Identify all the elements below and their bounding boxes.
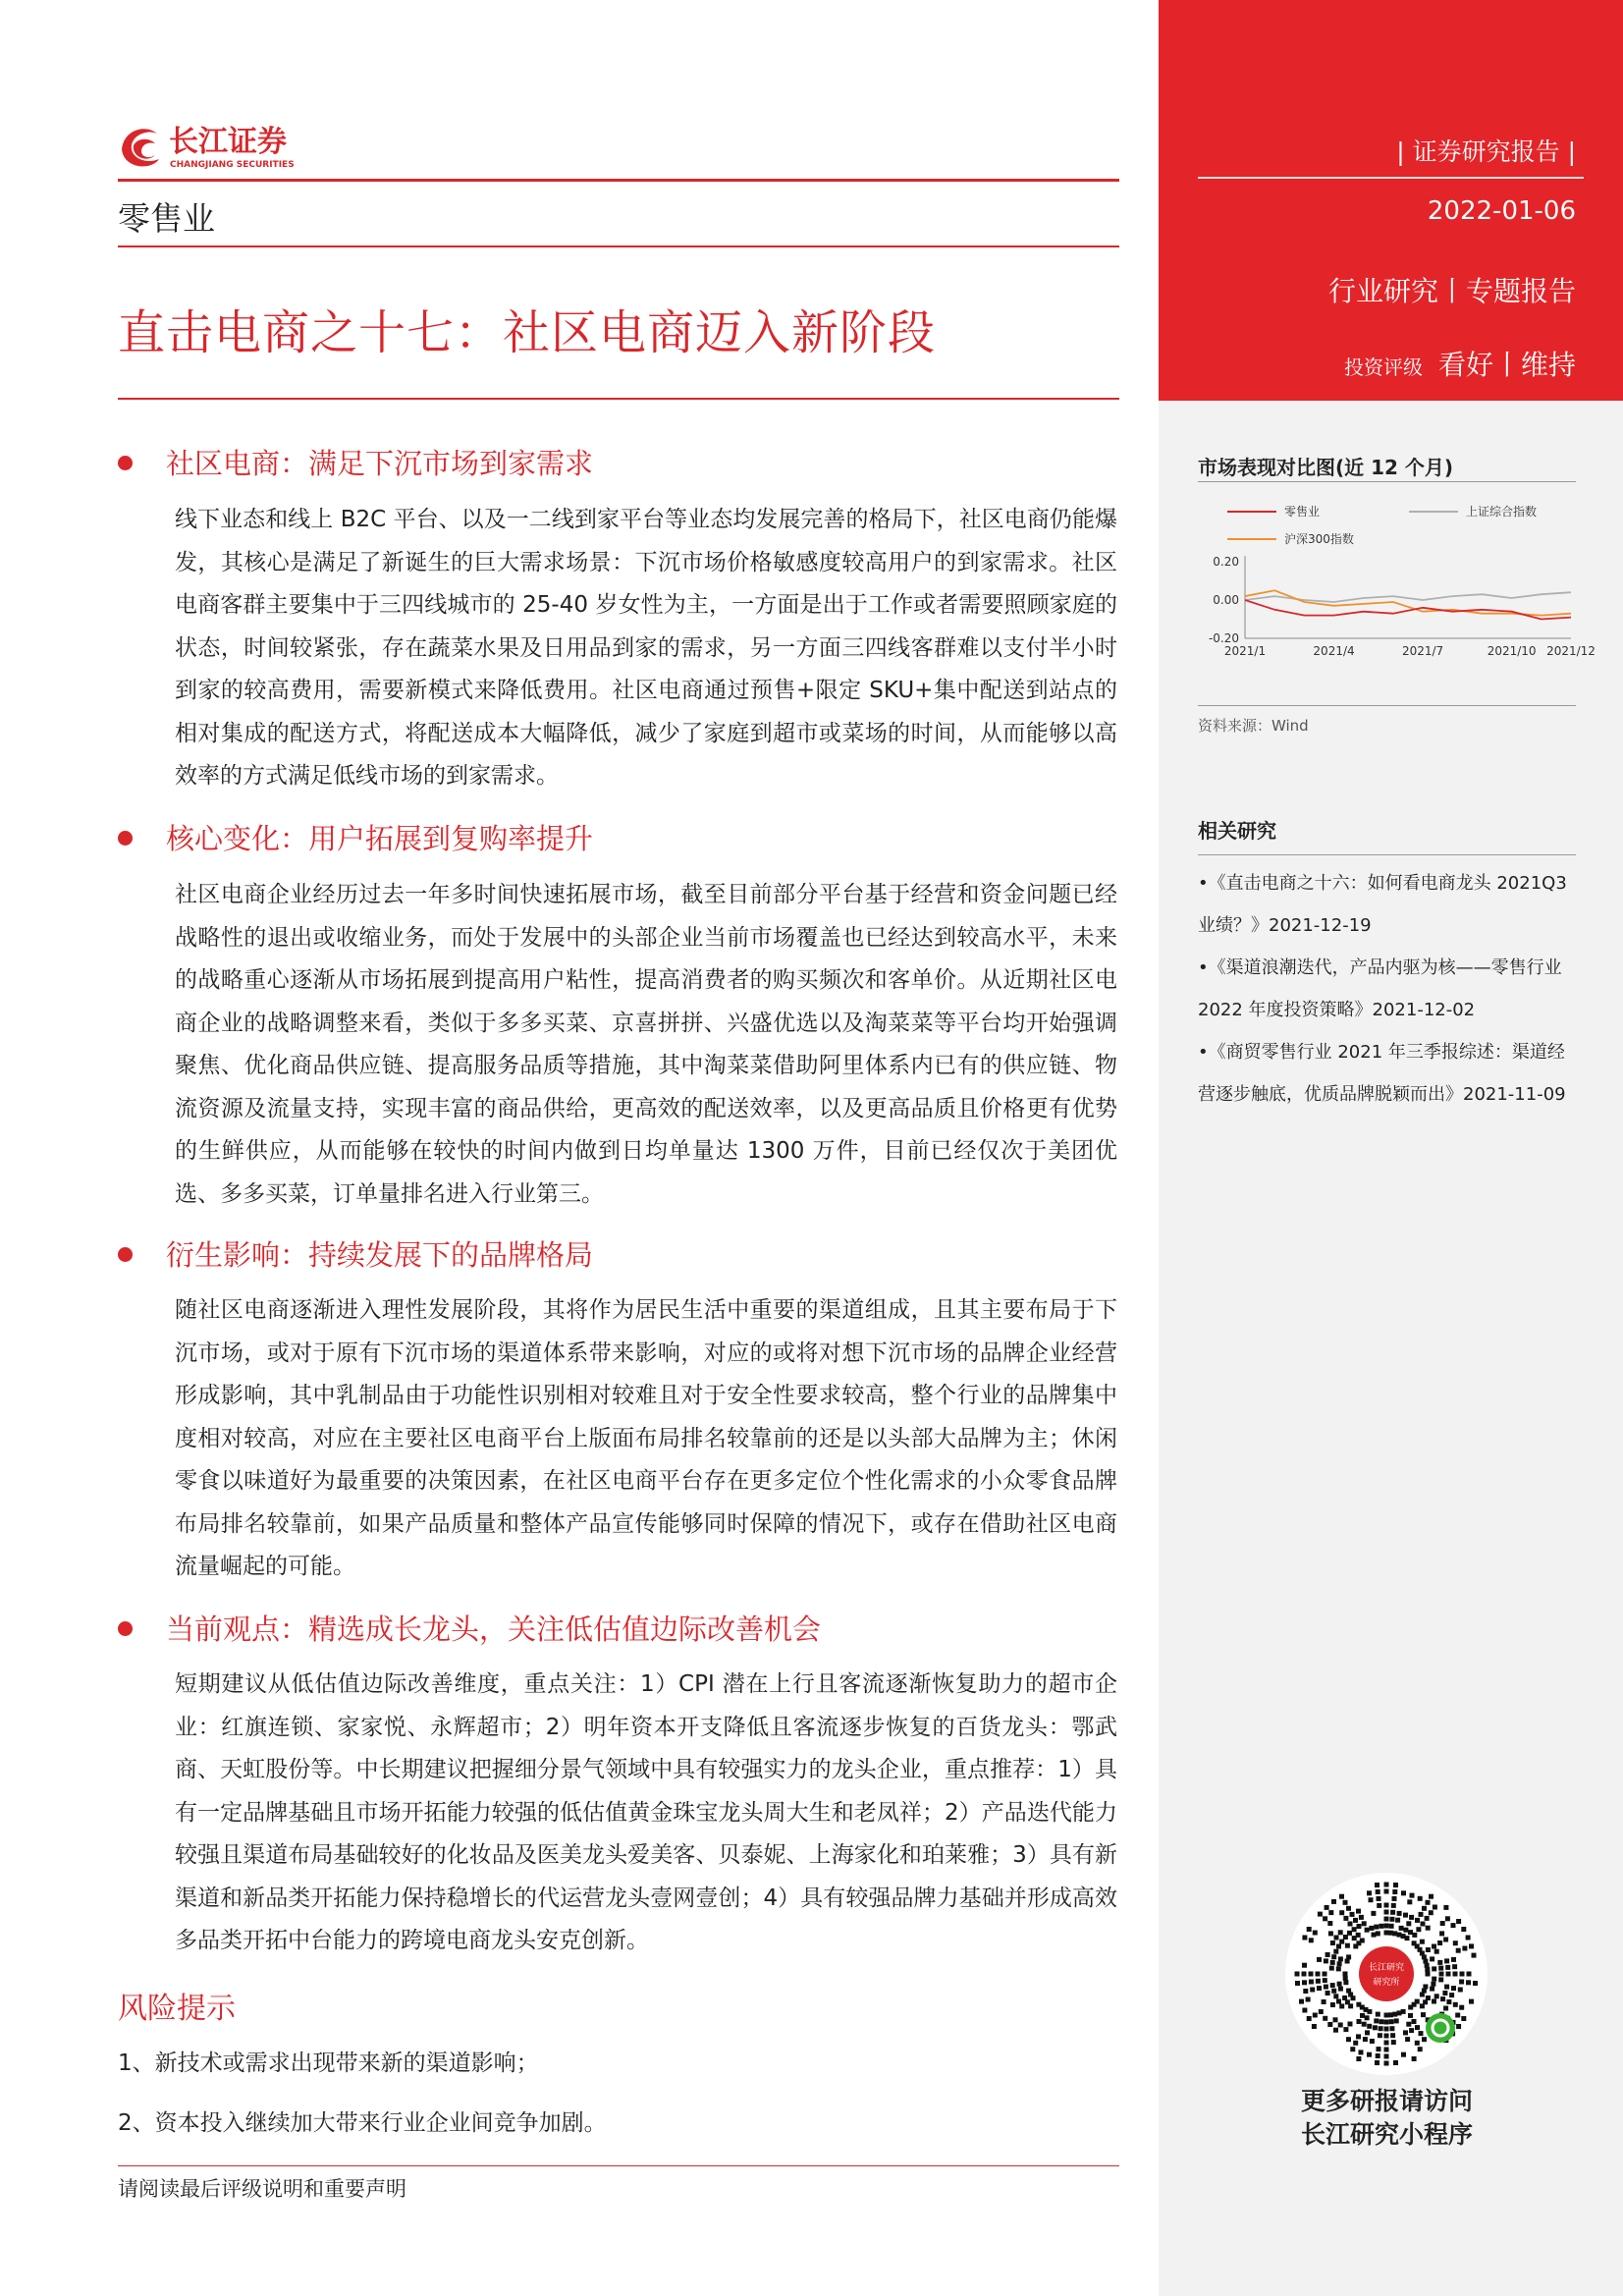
section-body-1: 线下业态和线上 B2C 平台、以及一二线到家平台等业态均发展完善的格局下，社区电商仍能爆发，其核心是满足了新诞生的巨大需求场景：下沉市场价格敏感度较高用户的到家需求。社区电商客群主要集中于三四线城市的 25-40 岁女性为主，一方面是出于工作或者需要照顾家庭的状态，时间较紧张，存在蔬菜水果及日用品到家的需求，另一方面三四线客群难以支付半小时到家的较高费用，需要新模式来降低费用。社区电商通过预售+限定 SKU+集中配送到站点的相对集成的配送方式，将配送成本大幅降低，减少了家庭到超市或菜场的时间，从而能够以高效率的方式满足低线市场的到家需求。 (175, 507, 1117, 789)
wechat-badge-icon (1426, 2013, 1455, 2043)
brand-name-en: CHANGJIANG SECURITIES (170, 160, 295, 170)
related-item[interactable]: •《渠道浪潮迭代，产品内驱为核——零售行业2022 年度投资策略》2021-12-02 (1198, 957, 1562, 1020)
series-line (1245, 600, 1571, 620)
sector-label: 零售业 (118, 199, 215, 238)
x-tick-label: 2021/7 (1401, 644, 1444, 658)
qr-caption-line1: 更多研报请访问 (1301, 2087, 1474, 2115)
related-heading-rule (1198, 854, 1576, 855)
y-tick-label: 0.00 (1213, 593, 1239, 607)
x-tick-label: 2021/10 (1487, 644, 1537, 658)
header-rule-mid (118, 246, 1119, 247)
page-title: 直击电商之十七：社区电商迈入新阶段 (118, 305, 937, 360)
brand-logo (116, 116, 342, 175)
qr-center-label-bottom: 研究所 (1373, 1978, 1400, 1988)
y-tick-label: -0.20 (1208, 631, 1239, 645)
qr-caption-line2: 长江研究小程序 (1301, 2120, 1474, 2149)
risk-item: 1、新技术或需求出现带来新的渠道影响； (118, 2050, 539, 2076)
report-date: 2022-01-06 (1427, 196, 1576, 226)
bullet-dot-icon (118, 1621, 133, 1636)
brand-name-cn: 长江证券 (169, 125, 287, 159)
legend-label: 上证综合指数 (1466, 505, 1538, 519)
logo-mark-icon (122, 129, 159, 166)
section-heading-4: 当前观点：精选成长龙头，关注低估值边际改善机会 (118, 1608, 821, 1648)
rating-value: 看好丨维持 (1437, 349, 1576, 381)
bullet-dot-icon (118, 831, 133, 846)
report-category: 行业研究丨专题报告 (1327, 275, 1576, 307)
x-tick-label: 2021/4 (1313, 644, 1355, 658)
y-tick-label: 0.20 (1213, 555, 1239, 569)
header-rule-top (118, 179, 1119, 182)
section-body-2: 社区电商企业经历过去一年多时间快速拓展市场，截至目前部分平台基于经营和资金问题已经战略性的退出或收缩业务，而处于发展中的头部企业当前市场覆盖也已经达到较高水平，未来的战略重心逐渐从市场拓展到提高用户粘性，提高消费者的购买频次和客单价。从近期社区电商企业的战略调整来看，类似于多多买菜、京喜拼拼、兴盛优选以及淘菜菜等平台均开始强调聚焦、优化商品供应链、提高服务品质等措施，其中淘菜菜借助阿里体系内已有的供应链、物流资源及流量支持，实现丰富的商品供给，更高效的配送效率，以及更高品质且价格更有优势的生鲜供应，从而能够在较快的时间内做到日均单量达 1300 万件，目前已经仅次于美团优选、多多买菜，订单量排名进入行业第三。 (175, 882, 1117, 1207)
report-type: | 证券研究报告 | (1396, 137, 1576, 166)
risk-title: 风险提示 (118, 1992, 236, 2026)
risk-item: 2、资本投入继续加大带来行业企业间竞争加剧。 (118, 2110, 607, 2136)
meta-rule (1198, 177, 1584, 179)
market-performance-chart (1198, 491, 1596, 687)
qr-center-label-top: 长江研究 (1368, 1963, 1405, 1973)
legend-label: 零售业 (1284, 505, 1321, 519)
section-body-3: 随社区电商逐渐进入理性发展阶段，其将作为居民生活中重要的渠道组成，且其主要布局于下沉市场，或对于原有下沉市场的渠道体系带来影响，对应的或将对想下沉市场的品牌企业经营形成影响，其中乳制品由于功能性识别相对较难且对于安全性要求较高，整个行业的品牌集中度相对较高，对应在主要社区电商平台上版面布局排名较靠前的还是以头部大品牌为主；休闲零食以味道好为最重要的决策因素，在社区电商平台存在更多定位个性化需求的小众零食品牌布局排名较靠前，如果产品质量和整体产品宣传能够同时保障的情况下，或存在借助社区电商流量崛起的可能。 (175, 1297, 1117, 1579)
footer-note: 请阅读最后评级说明和重要声明 (118, 2177, 406, 2201)
rating-label: 投资评级 (1343, 355, 1423, 379)
header-rule-bottom (118, 398, 1119, 400)
section-heading-1: 社区电商：满足下沉市场到家需求 (118, 442, 593, 482)
related-item[interactable]: •《直击电商之十六：如何看电商龙头 2021Q3 业绩？》2021-12-19 (1198, 873, 1567, 936)
bullet-dot-icon (118, 1247, 133, 1262)
bullet-dot-icon (118, 456, 133, 470)
series-line (1245, 590, 1571, 615)
chart-source-rule (1198, 705, 1576, 706)
section-body-4: 短期建议从低估值边际改善维度，重点关注：1）CPI 潜在上行且客流逐渐恢复助力的超市企业：红旗连锁、家家悦、永辉超市；2）明年资本开支降低且客流逐步恢复的百货龙头：鄂武商、天虹股份等。中长期建议把握细分景气领域中具有较强实力的龙头企业，重点推荐：1）具有一定品牌基础且市场开拓能力较强的低估值黄金珠宝龙头周大生和老凤祥；2）产品迭代能力较强且渠道布局基础较好的化妆品及医美龙头爱美客、贝泰妮、上海家化和珀莱雅；3）具有新渠道和新品类开拓能力保持稳增长的代运营龙头壹网壹创；4）具有较强品牌力基础并形成高效多品类开拓中台能力的跨境电商龙头安克创新。 (175, 1671, 1117, 1953)
chart-heading-rule (1198, 481, 1576, 482)
x-tick-label: 2021/12 (1546, 644, 1596, 658)
qr-code[interactable] (1283, 1871, 1489, 2077)
chart-heading: 市场表现对比图(近 12 个月) (1198, 456, 1454, 479)
footer-rule (118, 2165, 1119, 2166)
related-heading: 相关研究 (1198, 819, 1276, 843)
chart-source: 资料来源：Wind (1198, 717, 1309, 735)
section-heading-3: 衍生影响：持续发展下的品牌格局 (118, 1233, 593, 1274)
related-item[interactable]: •《商贸零售行业 2021 年三季报综述：渠道经营逐步触底，优质品牌脱颖而出》2021-11-09 (1198, 1042, 1566, 1105)
section-heading-2: 核心变化：用户拓展到复购率提升 (118, 817, 593, 857)
rating-row (1344, 344, 1576, 383)
legend-label: 沪深300指数 (1284, 532, 1354, 546)
x-tick-label: 2021/1 (1223, 644, 1267, 658)
